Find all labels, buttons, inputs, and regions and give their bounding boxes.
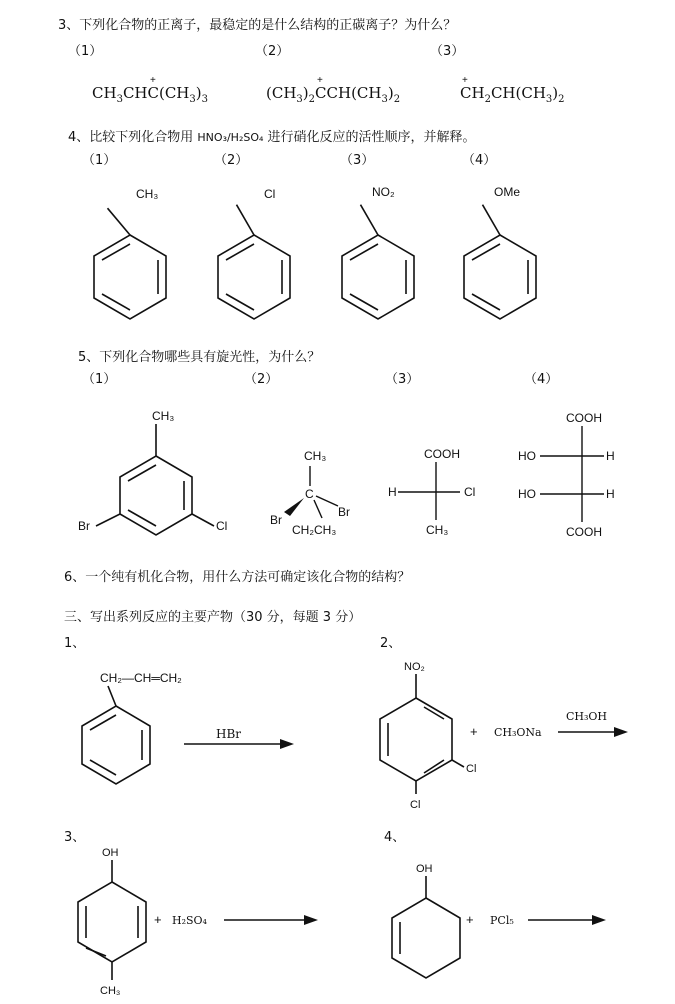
q5-title: 5、下列化合物哪些具有旋光性，为什么？ — [78, 350, 321, 365]
q5-m4-r1-left: HO — [518, 449, 536, 463]
q3-f1-plus: + — [150, 75, 156, 86]
q5-m4-bottom: COOH — [566, 525, 602, 539]
r2-sub-top: NO₂ — [404, 661, 425, 673]
q3-label-1: （1） — [68, 44, 103, 59]
q5-m2-wedge-bond — [284, 498, 304, 516]
r1-arrow-head — [280, 739, 294, 749]
r2-number: 2、 — [380, 636, 402, 651]
r4-sub-top: OH — [416, 863, 433, 875]
q5-molecule-1 — [72, 404, 242, 538]
q5-label-1: （1） — [82, 372, 117, 387]
r3-plus: + — [154, 912, 162, 927]
q4-label-4: （4） — [462, 153, 497, 168]
q5-m3-left: H — [388, 485, 397, 499]
q5-molecule-3 — [384, 444, 484, 540]
q3-title: 3、下列化合物的正离子，最稳定的是什么结构的正碳离子？为什么？ — [58, 18, 457, 33]
q4-reagent: HNO₃/H₂SO₄ — [197, 131, 264, 144]
q3-label-2: （2） — [255, 44, 290, 59]
r3-reagent: H₂SO₄ — [172, 914, 207, 927]
q5-m2-center: C — [305, 487, 314, 501]
r1-reagent: HBr — [216, 727, 242, 741]
q4-label-3: （3） — [340, 153, 375, 168]
q4-label-1: （1） — [82, 153, 117, 168]
q5-m2-bottom: CH₂CH₃ — [292, 523, 337, 537]
q4-sub-1: CH₃ — [136, 187, 159, 201]
q5-m2-left: Br — [270, 513, 282, 527]
r3-sub-top: OH — [102, 847, 119, 859]
r4-plus: + — [466, 912, 474, 927]
q4-sub-4: OMe — [494, 185, 521, 199]
q4-title — [68, 126, 476, 145]
q6-title: 6、一个纯有机化合物，用什么方法可确定该化合物的结构？ — [64, 570, 411, 585]
q5-label-3: （3） — [385, 372, 420, 387]
q4-sub-2: Cl — [264, 187, 276, 201]
q4-molecule-anisole — [454, 178, 554, 328]
q3-formula-1 — [86, 72, 226, 106]
r4-number: 4、 — [384, 830, 406, 845]
q5-m1-top: CH₃ — [152, 409, 175, 423]
q5-m4-r1-right: H — [606, 449, 615, 463]
r3-arrow-head — [304, 915, 318, 925]
q5-molecule-2 — [262, 444, 362, 540]
q4-molecule-nitrobenzene — [332, 178, 432, 328]
r2-arrow-head — [614, 727, 628, 737]
q4-molecule-chlorobenzene — [208, 178, 308, 328]
r3-scheme — [68, 840, 338, 1000]
q5-m1-left: Br — [78, 519, 90, 533]
q4-label-2: （2） — [214, 153, 249, 168]
q3-f2-plus: + — [317, 75, 323, 86]
q3-label-3: （3） — [430, 44, 465, 59]
r3-number: 3、 — [64, 830, 86, 845]
section3-title: 三、写出系列反应的主要产物（30 分，每题 3 分） — [64, 610, 362, 625]
r1-scheme — [76, 664, 316, 788]
r1-number: 1、 — [64, 636, 86, 651]
q3-f1-text: $CH_3CHC(CH_3)_3$ — [92, 84, 208, 105]
q4-sub-3: NO₂ — [372, 185, 395, 199]
q5-m3-bottom: CH₃ — [426, 523, 449, 537]
q5-label-2: （2） — [244, 372, 279, 387]
r2-condition: CH₃OH — [566, 710, 608, 723]
q5-molecule-4 — [514, 406, 624, 540]
r3-sub-bottom: CH₃ — [100, 985, 121, 997]
r4-arrow-head — [592, 915, 606, 925]
r4-reagent: PCl₅ — [490, 914, 514, 927]
r4-scheme — [380, 852, 620, 992]
q4-title-a: 4、比较下列化合物用 — [68, 130, 198, 145]
q5-m3-right: Cl — [464, 485, 476, 499]
q5-m2-right: Br — [338, 505, 350, 519]
q5-label-4: （4） — [524, 372, 559, 387]
r1-substituent: CH₂—CH═CH₂ — [100, 671, 182, 685]
q4-molecule-toluene — [84, 178, 184, 328]
r2-sub-cl1: Cl — [466, 763, 477, 775]
q3-f3-plus: + — [462, 75, 468, 86]
q3-f2-text: $(CH_3)_2CCH(CH_3)_2$ — [266, 84, 401, 105]
q5-m1-right: Cl — [216, 519, 228, 533]
r2-reagent: CH₃ONa — [494, 726, 542, 739]
q5-m4-r2-right: H — [606, 487, 615, 501]
q5-m4-top: COOH — [566, 411, 602, 425]
r2-scheme — [366, 652, 636, 812]
q3-formula-3 — [456, 72, 576, 106]
q4-title-b: 进行硝化反应的活性顺序，并解释。 — [263, 130, 476, 145]
q3-formula-2 — [262, 72, 412, 106]
q5-m4-r2-left: HO — [518, 487, 536, 501]
q5-m3-top: COOH — [424, 447, 460, 461]
q5-m2-top: CH₃ — [304, 449, 327, 463]
q3-f3-text: $CH_2CH(CH_3)_2$ — [460, 84, 565, 105]
r2-plus: + — [470, 724, 478, 739]
r2-sub-cl2: Cl — [410, 799, 421, 811]
